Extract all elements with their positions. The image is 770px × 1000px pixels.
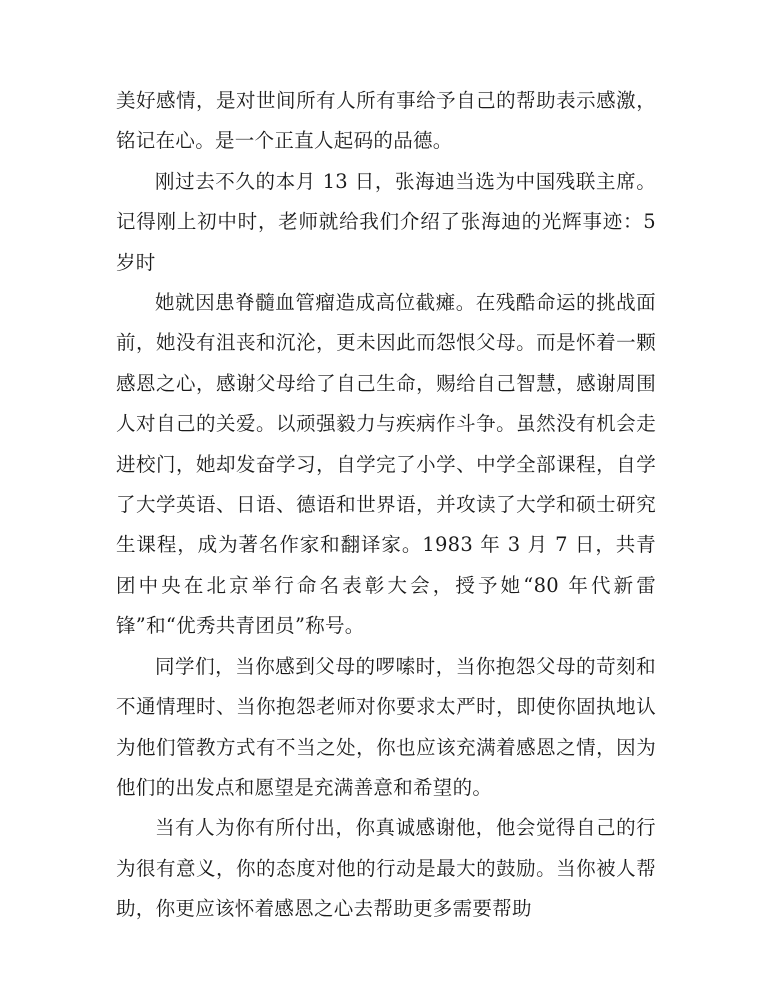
paragraph-3: 她就因患脊髓血管瘤造成高位截瘫。在残酷命运的挑战面前，她没有沮丧和沉沦，更未因此而怨恨父母。而是怀着一颗感恩之心，感谢父母给了自己生命，赐给自己智慧，感谢周围人对自己的关爱。以顽强毅力与疾病作斗争。虽然没有机会走进校门，她却发奋学习，自学完了小学、中学全部课程，自学了大学英语、日语、德语和世界语，并攻读了大学和硕士研究生课程，成为著名作家和翻译家。1983 年 3 月 7 日，共青团中央在北京举行命名表彰大会，授予她“80 年代新雷锋”和“优秀共青团员”称号。 xyxy=(116,291,656,638)
paragraph-5: 当有人为你有所付出，你真诚感谢他，他会觉得自己的行为很有意义，你的态度对他的行动是最大的鼓励。当你被人帮助，你更应该怀着感恩之心去帮助更多需要帮助 xyxy=(116,816,656,921)
paragraph-1: 美好感情，是对世间所有人所有事给予自己的帮助表示感激，铭记在心。是一个正直人起码的品德。 xyxy=(116,89,656,153)
paragraph-4: 同学们，当你感到父母的啰嗦时，当你抱怨父母的苛刻和不通情理时、当你抱怨老师对你要求太严时，即使你固执地认为他们管教方式有不当之处，你也应该充满着感恩之情，因为他们的出发点和愿望是充满善意和希望的。 xyxy=(116,654,656,799)
paragraph-2: 刚过去不久的本月 13 日，张海迪当选为中国残联主席。记得刚上初中时，老师就给我们介绍了张海迪的光辉事迹：5 岁时 xyxy=(116,169,656,274)
document-body xyxy=(116,81,656,930)
